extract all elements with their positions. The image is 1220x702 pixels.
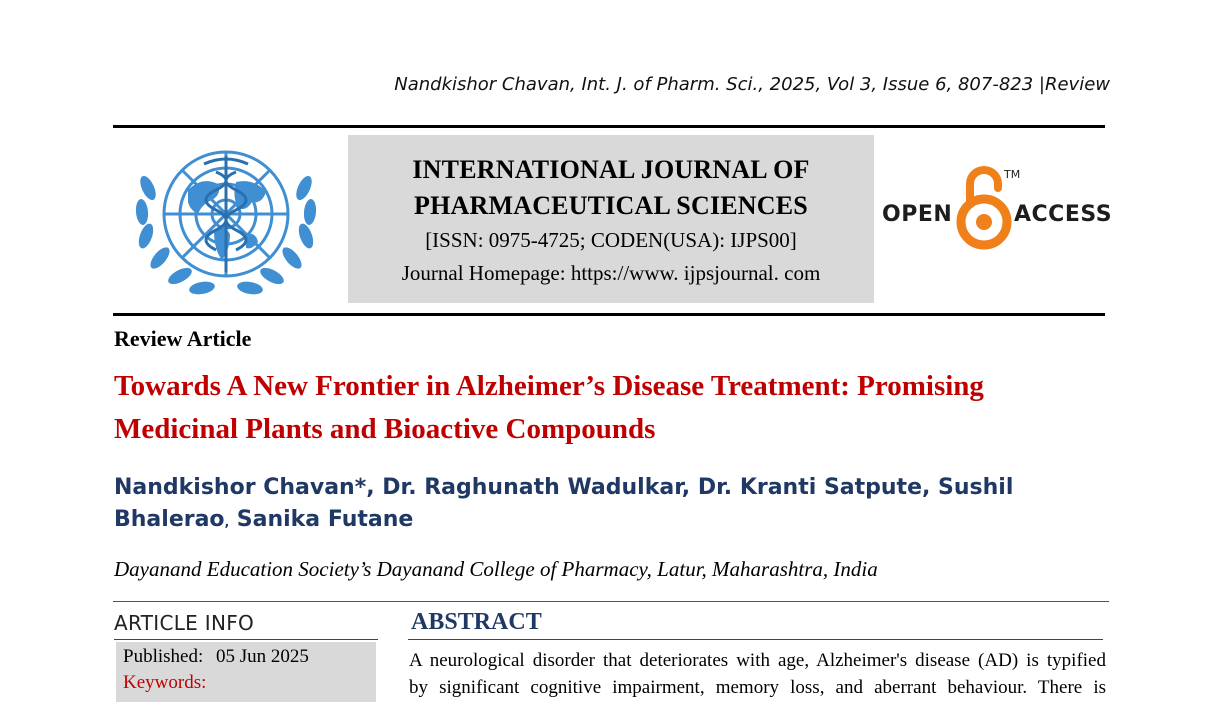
journal-header-box [348,135,874,303]
open-access-right-word: ACCESS [1014,202,1113,227]
abstract-heading: ABSTRACT [411,609,542,635]
journal-title-line2: PHARMACEUTICAL SCIENCES [414,191,808,220]
abstract-line-2: by significant cognitive impairment, memory loss, and aberrant behaviour. There is [409,677,1106,698]
open-access-left-word: OPEN [882,202,953,227]
authors-main: Nandkishor Chavan*, Dr. Raghunath Wadulkar, Dr. Kranti Satpute, Sushil Bhalerao [114,475,1014,532]
published-row [123,644,369,670]
citation-line: Nandkishor Chavan, Int. J. of Pharm. Sci., 2025, Vol 3, Issue 6, 807-823 |Review [394,74,1110,95]
article-info-underline [114,639,378,640]
authors-last: Sanika Futane [229,507,414,532]
keywords-label: Keywords: [123,672,207,693]
published-date: 05 Jun 2025 [215,646,309,667]
abstract-line-1: A neurological disorder that deteriorates with age, Alzheimer's disease (AD) is typified [409,650,1106,671]
journal-homepage: Journal Homepage: https://www. ijpsjournal. com [401,261,821,285]
journal-title-line1: INTERNATIONAL JOURNAL OF [412,155,810,184]
affiliation: Dayanand Education Society’s Dayanand College of Pharmacy, Latur, Maharashtra, India [114,557,878,581]
abstract-underline [408,639,1103,640]
header-top-rule [113,125,1105,128]
article-title: Towards A New Frontier in Alzheimer’s Disease Treatment: Promising Medicinal Plants and Bioactive Compounds [114,370,984,445]
authors-separator: , [224,515,230,529]
author-list [114,472,1014,538]
article-info-box [116,642,376,702]
trademark-mark: TM [1004,168,1021,181]
published-label: Published: [123,646,204,667]
journal-issn: [ISSN: 0975-4725; CODEN(USA): IJPS00] [425,228,797,252]
journal-emblem-icon [126,138,326,306]
article-info-heading: ARTICLE INFO [114,611,255,635]
article-type: Review Article [114,326,252,351]
header-bottom-rule [113,313,1105,316]
open-access-logo [880,166,1113,252]
abstract-body [409,647,1106,701]
section-divider [113,601,1109,602]
